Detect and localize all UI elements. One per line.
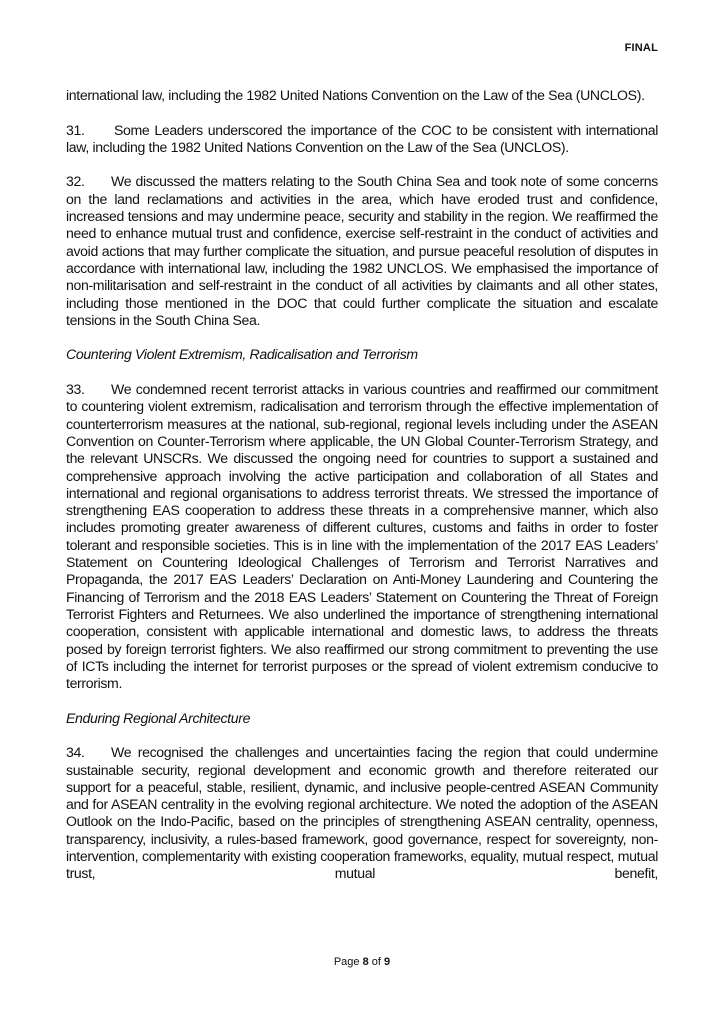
continuation-paragraph: international law, including the 1982 United Nations Convention on the Law of the Sea (UNCLOS). bbox=[66, 87, 645, 103]
current-page-number: 8 bbox=[362, 956, 369, 968]
paragraph-number: 33. bbox=[66, 381, 85, 398]
total-pages-number: 9 bbox=[384, 956, 391, 968]
paragraph-text: We discussed the matters relating to the South China Sea and took note of some concerns on the land reclamations and activities in the area, which have eroded trust and confidence, increased tensions and may undermine peace, security and stability in the region. We reaffirmed the need to enhance mutual trust and confidence, exercise self-restraint in the conduct of activities and avoid actions that may further complicate the situation, and pursue peaceful resolution of disputes in accordance with international law, including the 1982 UNCLOS. We emphasised the importance of non-militarisation and self-restraint in the conduct of all activities by claimants and all other states, including those mentioned in the DOC that could further complicate the situation and escalate tensions in the South China Sea. bbox=[66, 173, 658, 328]
document-status-mark: FINAL bbox=[624, 42, 658, 54]
document-body bbox=[66, 87, 658, 900]
page-footer bbox=[0, 956, 724, 968]
paragraph-34 bbox=[66, 744, 658, 882]
paragraph-text: We condemned recent terrorist attacks in various countries and reaffirmed our commitment to countering violent extremism, radicalisation and terrorism through the effective implementation of counterterrorism measures at the national, sub-regional, regional levels including under the ASEAN Convention on Counter-Terrorism where applicable, the UN Global Counter-Terrorism Strategy, and the relevant UNSCRs. We discussed the ongoing need for countries to support a sustained and comprehensive approach involving the active participation and collaboration of all States and international and regional organisations to address terrorist threats. We stressed the importance of strengthening EAS cooperation to address these threats in a comprehensive manner, which also includes promoting greater awareness of different cultures, customs and faiths in order to foster tolerant and responsible societies. This is in line with the implementation of the 2017 EAS Leaders’ Statement on Countering Ideological Challenges of Terrorism and Terrorist Narratives and Propaganda, the 2017 EAS Leaders’ Declaration on Anti-Money Laundering and Countering the Financing of Terrorism and the 2018 EAS Leaders’ Statement on Countering the Threat of Foreign Terrorist Fighters and Returnees. We also underlined the importance of strengthening international cooperation, consistent with applicable international and domestic laws, to address the threats posed by foreign terrorist fighters. We also reaffirmed our strong commitment to preventing the use of ICTs including the internet for terrorist purposes or the spread of violent extremism conducive to terrorism. bbox=[66, 381, 658, 692]
of-label: of bbox=[371, 956, 381, 968]
section-heading-regional-architecture: Enduring Regional Architecture bbox=[66, 709, 251, 726]
paragraph-33 bbox=[66, 381, 658, 692]
paragraph-text: Some Leaders underscored the importance of the COC to be consistent with international law, including the 1982 United Nations Convention on the Law of the Sea (UNCLOS). bbox=[66, 121, 658, 155]
paragraph-31 bbox=[66, 122, 658, 157]
paragraph-number: 34. bbox=[66, 744, 85, 761]
paragraph-32 bbox=[66, 173, 658, 329]
paragraph-text: We recognised the challenges and uncertainties facing the region that could undermine sustainable security, regional development and economic growth and therefore reiterated our support for a peaceful, stable, resilient, dynamic, and inclusive people-centred ASEAN Community and for ASEAN centrality in the evolving regional architecture. We noted the adoption of the ASEAN Outlook on the Indo-Pacific, based on the principles of strengthening ASEAN centrality, openness, transparency, inclusivity, a rules-based framework, good governance, respect for sovereignty, non-intervention, complementarity with existing cooperation frameworks, equality, mutual respect, mutual trust, mutual benefit, bbox=[66, 744, 658, 882]
paragraph-number: 32. bbox=[66, 173, 85, 190]
page-label: Page bbox=[333, 956, 360, 968]
section-heading-countering-extremism: Countering Violent Extremism, Radicalisation and Terrorism bbox=[66, 346, 418, 363]
paragraph-number: 31. bbox=[66, 121, 85, 138]
